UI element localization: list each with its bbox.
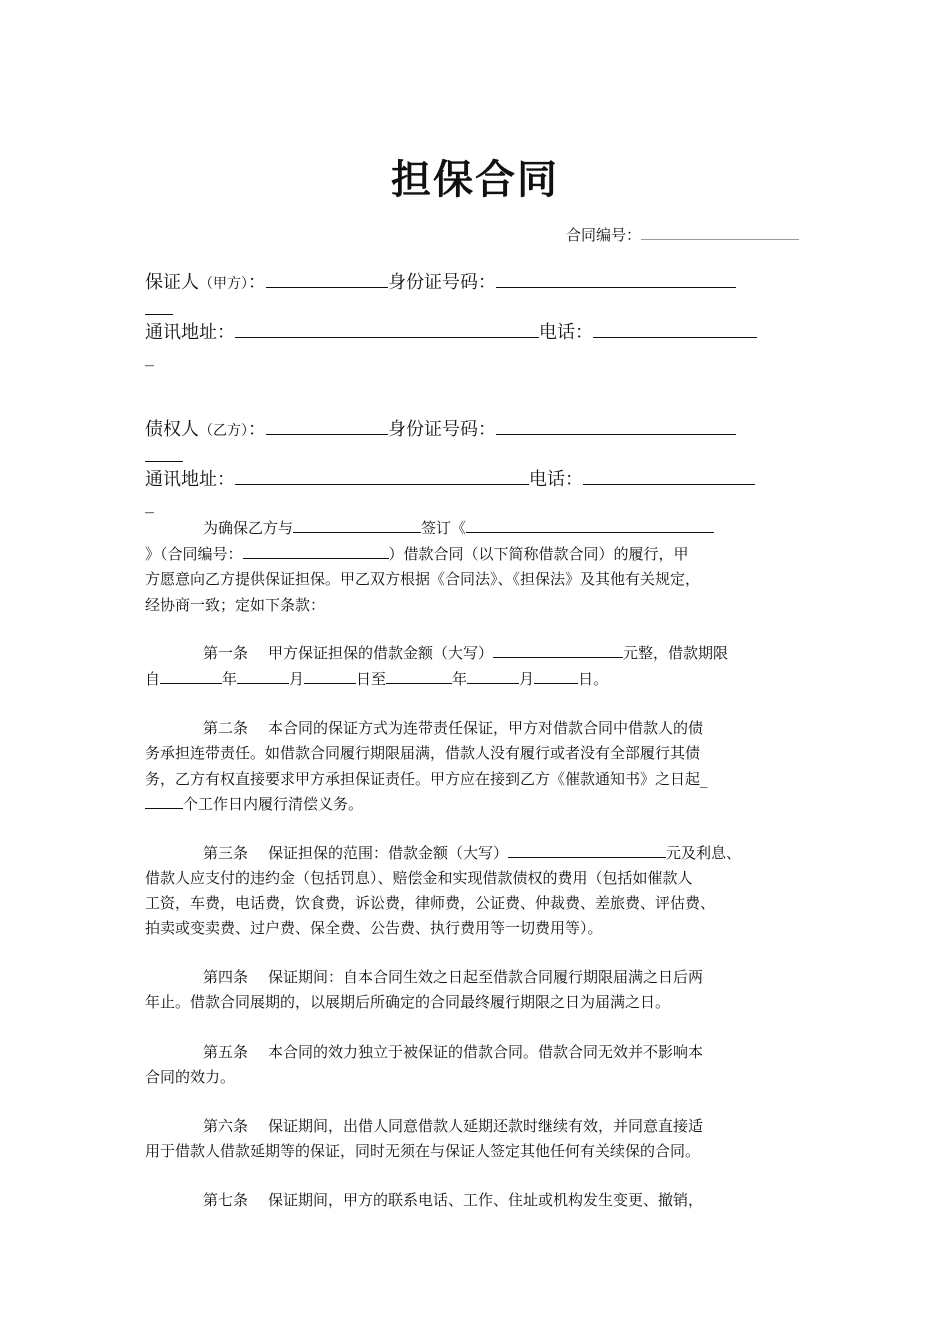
creditor-id-label: 身份证号码：	[388, 419, 496, 440]
end-year-blank[interactable]	[386, 668, 452, 684]
borrower-blank[interactable]	[293, 517, 421, 533]
guarantor-id-blank-cont[interactable]	[145, 296, 173, 315]
creditor-id-blank[interactable]	[496, 416, 736, 435]
preamble-text: 》（合同编号：	[145, 545, 243, 563]
guarantor-phone-overflow: _	[145, 346, 154, 367]
creditor-phone-overflow: _	[145, 493, 154, 514]
article-text: 本合同的保证方式为连带责任保证，甲方对借款合同中借款人的债	[268, 719, 704, 737]
creditor-colon: ：	[248, 419, 266, 440]
guarantee-scope-amount-blank[interactable]	[508, 842, 666, 858]
article-number: 第二条	[203, 719, 249, 737]
guarantor-role: （甲方）	[199, 276, 248, 292]
article-number: 第六条	[203, 1117, 249, 1135]
loan-contract-name-blank[interactable]	[466, 517, 714, 533]
end-day-blank[interactable]	[534, 668, 578, 684]
date-text: 月	[289, 670, 305, 688]
creditor-label: 债权人	[145, 419, 199, 440]
creditor-phone-blank[interactable]	[583, 466, 755, 485]
article-3-line-4: 拍卖或变卖费、过户费、保全费、公告费、执行费用等一切费用等）。	[145, 919, 603, 937]
guarantor-name-line	[145, 268, 736, 294]
creditor-address-line	[145, 465, 755, 491]
article-number: 第七条	[203, 1191, 249, 1209]
article-4-line-2: 年止。借款合同展期的，以展期后所确定的合同最终履行期限之日为届满之日。	[145, 993, 671, 1011]
start-day-blank[interactable]	[304, 668, 356, 684]
article-number: 第一条	[203, 644, 249, 662]
guarantor-colon: ：	[248, 272, 266, 293]
guarantee-amount-blank[interactable]	[493, 642, 623, 658]
date-text: 日。	[578, 670, 609, 688]
start-year-blank[interactable]	[160, 668, 222, 684]
date-text: 自	[145, 670, 161, 688]
article-text: 保证期间，出借人同意借款人延期还款时继续有效，并同意直接适	[268, 1117, 704, 1135]
article-text: 保证期间，甲方的联系电话、工作、住址或机构发生变更、撤销，	[268, 1191, 704, 1209]
article-text: 本合同的效力独立于被保证的借款合同。借款合同无效并不影响本	[268, 1043, 704, 1061]
date-text: 日至	[356, 670, 387, 688]
guarantor-name-blank[interactable]	[266, 269, 388, 288]
article-text: 元整，借款期限	[623, 644, 729, 662]
preamble-line-1	[145, 517, 714, 538]
guarantor-phone-label: 电话：	[539, 322, 593, 343]
guarantor-phone-blank[interactable]	[593, 319, 757, 338]
working-days-blank[interactable]	[145, 793, 183, 809]
article-text: 甲方保证担保的借款金额（大写）	[268, 644, 494, 662]
loan-contract-number-blank[interactable]	[243, 543, 389, 559]
guarantor-address-blank[interactable]	[235, 319, 539, 338]
article-number: 第四条	[203, 968, 249, 986]
preamble-text: ）借款合同（以下简称借款合同）的履行，甲	[388, 545, 689, 563]
preamble-line-2	[145, 543, 689, 564]
article-6-line-2: 用于借款人借款延期等的保证，同时无须在与保证人签定其他任何有关续保的合同。	[145, 1142, 701, 1160]
guarantor-label: 保证人	[145, 272, 199, 293]
contract-number-label: 合同编号：	[566, 226, 642, 244]
guarantor-id-overflow	[145, 296, 173, 320]
article-text: 保证期间：自本合同生效之日起至借款合同履行期限届满之日后两	[268, 968, 704, 986]
article-3-line-3: 工资，车费，电话费，饮食费，诉讼费，律师费，公证费、仲裁费、差旅费、评估费、	[145, 894, 716, 912]
article-text: 保证担保的范围：借款金额（大写）	[268, 844, 509, 862]
article-2-line-1	[145, 717, 703, 738]
date-text: 月	[519, 670, 535, 688]
creditor-name-blank[interactable]	[266, 416, 388, 435]
article-3-line-1	[145, 842, 741, 863]
start-month-blank[interactable]	[237, 668, 289, 684]
article-3-line-2: 借款人应支付的违约金（包括罚息）、赔偿金和实现借款债权的费用（包括如催款人	[145, 869, 693, 887]
article-2-line-4	[145, 793, 363, 814]
preamble-line-3: 方愿意向乙方提供保证担保。甲乙双方根据《合同法》、《担保法》及其他有关规定，	[145, 570, 701, 588]
article-5-line-2: 合同的效力。	[145, 1068, 236, 1086]
creditor-phone-label: 电话：	[529, 469, 583, 490]
guarantor-address-label: 通讯地址：	[145, 322, 235, 343]
date-text: 年	[452, 670, 468, 688]
article-text: 个工作日内履行清偿义务。	[183, 795, 364, 813]
creditor-id-overflow	[145, 443, 183, 467]
creditor-address-blank[interactable]	[235, 466, 529, 485]
creditor-role: （乙方）	[199, 423, 248, 439]
article-1-line-2	[145, 668, 608, 689]
article-4-line-1	[145, 966, 703, 987]
article-6-line-1	[145, 1115, 703, 1136]
guarantor-address-line	[145, 318, 757, 344]
preamble-line-4: 经协商一致；定如下条款：	[145, 596, 326, 614]
guarantor-id-label: 身份证号码：	[388, 272, 496, 293]
article-number: 第五条	[203, 1043, 249, 1061]
article-2-line-2: 务承担连带责任。如借款合同履行期限届满，借款人没有履行或者没有全部履行其债	[145, 744, 701, 762]
document-title: 担保合同	[391, 156, 559, 203]
contract-number-field	[566, 224, 799, 245]
end-month-blank[interactable]	[467, 668, 519, 684]
article-2-line-3: 务，乙方有权直接要求甲方承担保证责任。甲方应在接到乙方《催款通知书》之日起_	[145, 770, 708, 788]
preamble-text: 为确保乙方与	[203, 519, 294, 537]
creditor-id-blank-cont[interactable]	[145, 443, 183, 462]
article-number: 第三条	[203, 844, 249, 862]
creditor-name-line	[145, 415, 736, 441]
date-text: 年	[222, 670, 238, 688]
contract-number-blank[interactable]	[641, 224, 799, 240]
preamble-text: 签订《	[421, 519, 467, 537]
article-7-line-1	[145, 1189, 703, 1210]
guarantor-id-blank[interactable]	[496, 269, 736, 288]
article-text: 元及利息、	[666, 844, 742, 862]
article-5-line-1	[145, 1041, 703, 1062]
creditor-address-label: 通讯地址：	[145, 469, 235, 490]
article-1-line-1	[145, 642, 728, 663]
